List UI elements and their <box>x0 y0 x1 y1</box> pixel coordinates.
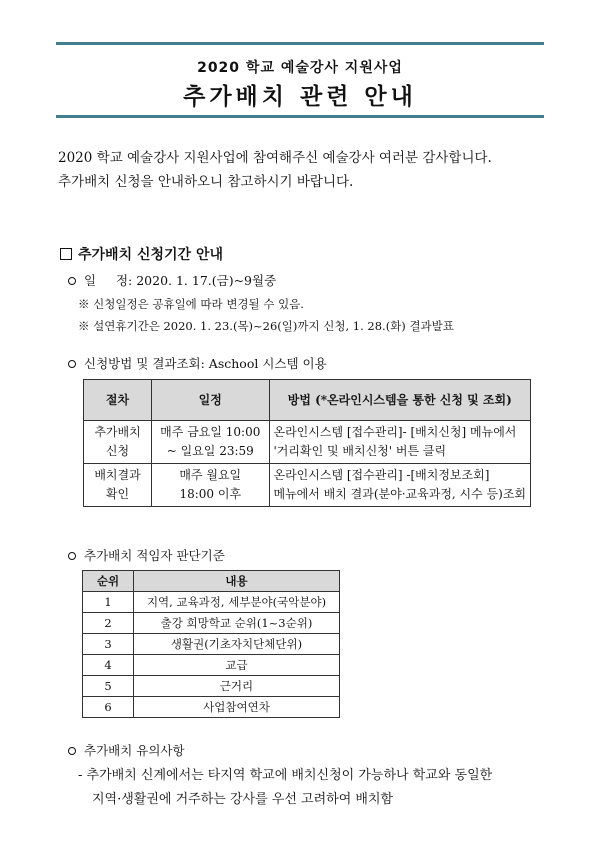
caution-line <box>68 741 185 759</box>
method-label: 신청방법 및 결과조회: Aschool 시스템 이용 <box>84 356 327 371</box>
method-schedule-cell: 매주 금요일 10:00 ~ 일요일 23:59 <box>152 421 269 464</box>
method-step-cell: 배치결과 확인 <box>84 464 152 507</box>
rank-cell: 2 <box>83 613 134 634</box>
criteria-table-header-row <box>83 571 340 592</box>
schedule-value: : 2020. 1. 17.(금)~9월중 <box>128 273 277 288</box>
table-row <box>83 697 340 718</box>
content-cell: 사업참여연차 <box>134 697 340 718</box>
table-row <box>83 634 340 655</box>
rank-cell: 1 <box>83 592 134 613</box>
method-desc-cell: 온라인시스템 [접수관리]- [배치신청] 메뉴에서 '거리확인 및 배치신청' 버튼 클릭 <box>269 421 531 464</box>
rank-cell: 4 <box>83 655 134 676</box>
method-schedule-cell: 매주 월요일 18:00 이후 <box>152 464 269 507</box>
header-bottom-rule <box>56 115 544 118</box>
square-bullet-icon <box>60 248 72 260</box>
circle-bullet-icon <box>68 360 76 368</box>
method-line <box>68 354 327 372</box>
method-col-step: 절차 <box>84 380 152 421</box>
criteria-line <box>68 546 225 564</box>
method-step-cell: 추가배치 신청 <box>84 421 152 464</box>
rank-cell: 3 <box>83 634 134 655</box>
criteria-col-content: 내용 <box>134 571 340 592</box>
table-row <box>83 613 340 634</box>
circle-bullet-icon <box>68 277 76 285</box>
criteria-label: 추가배치 적임자 판단기준 <box>84 548 225 563</box>
circle-bullet-icon <box>68 747 76 755</box>
table-row <box>84 464 531 507</box>
content-cell: 교급 <box>134 655 340 676</box>
caution-text-1: - 추가배치 신계에서는 타지역 학교에 배치신청이 가능하나 학교와 동일한 <box>78 768 493 783</box>
section1-heading-text: 추가배치 신청기간 안내 <box>78 247 223 263</box>
table-row <box>83 676 340 697</box>
document-title: 추가배치 관련 안내 <box>183 84 417 110</box>
table-row <box>83 655 340 676</box>
header-top-rule <box>56 42 544 45</box>
caution-label: 추가배치 유의사항 <box>84 743 185 758</box>
intro-line-1: 2020 학교 예술강사 지원사업에 참여해주신 예술강사 여러분 감사합니다. <box>58 150 492 166</box>
table-row <box>83 592 340 613</box>
rank-cell: 6 <box>83 697 134 718</box>
circle-bullet-icon <box>68 552 76 560</box>
note-holiday: ※ 신청일정은 공휴일에 따라 변경될 수 있음. <box>78 297 304 311</box>
method-desc-cell: 온라인시스템 [접수관리] -[배치정보조회] 메뉴에서 배치 결과(분야·교육과정, 시수 등)조회 <box>269 464 531 507</box>
content-cell: 지역, 교육과정, 세부분야(국악분야) <box>134 592 340 613</box>
method-table-header-row <box>84 380 531 421</box>
content-cell: 생활권(기초자치단체단위) <box>134 634 340 655</box>
schedule-label: 일 정 <box>84 273 129 288</box>
intro-paragraph <box>58 146 492 194</box>
document-subtitle: 2020 학교 예술강사 지원사업 <box>197 60 403 76</box>
rank-cell: 5 <box>83 676 134 697</box>
schedule-line <box>68 271 276 289</box>
caution-text-2: 지역·생활권에 거주하는 강사를 우선 고려하여 배치함 <box>92 792 394 807</box>
section1-heading <box>60 244 223 264</box>
note-lunar-new-year: ※ 설연휴기간은 2020. 1. 23.(목)~26(일)까지 신청, 1. 28.(화) 결과발표 <box>78 319 454 333</box>
content-cell: 출강 희망학교 순위(1~3순위) <box>134 613 340 634</box>
intro-line-2: 추가배치 신청을 안내하오니 참고하시기 바랍니다. <box>58 174 354 190</box>
table-row <box>84 421 531 464</box>
method-col-method: 방법 (*온라인시스템을 통한 신청 및 조회) <box>269 380 531 421</box>
criteria-table <box>82 570 340 718</box>
content-cell: 근거리 <box>134 676 340 697</box>
criteria-col-rank: 순위 <box>83 571 134 592</box>
method-table <box>83 379 531 507</box>
method-col-schedule: 일정 <box>152 380 269 421</box>
